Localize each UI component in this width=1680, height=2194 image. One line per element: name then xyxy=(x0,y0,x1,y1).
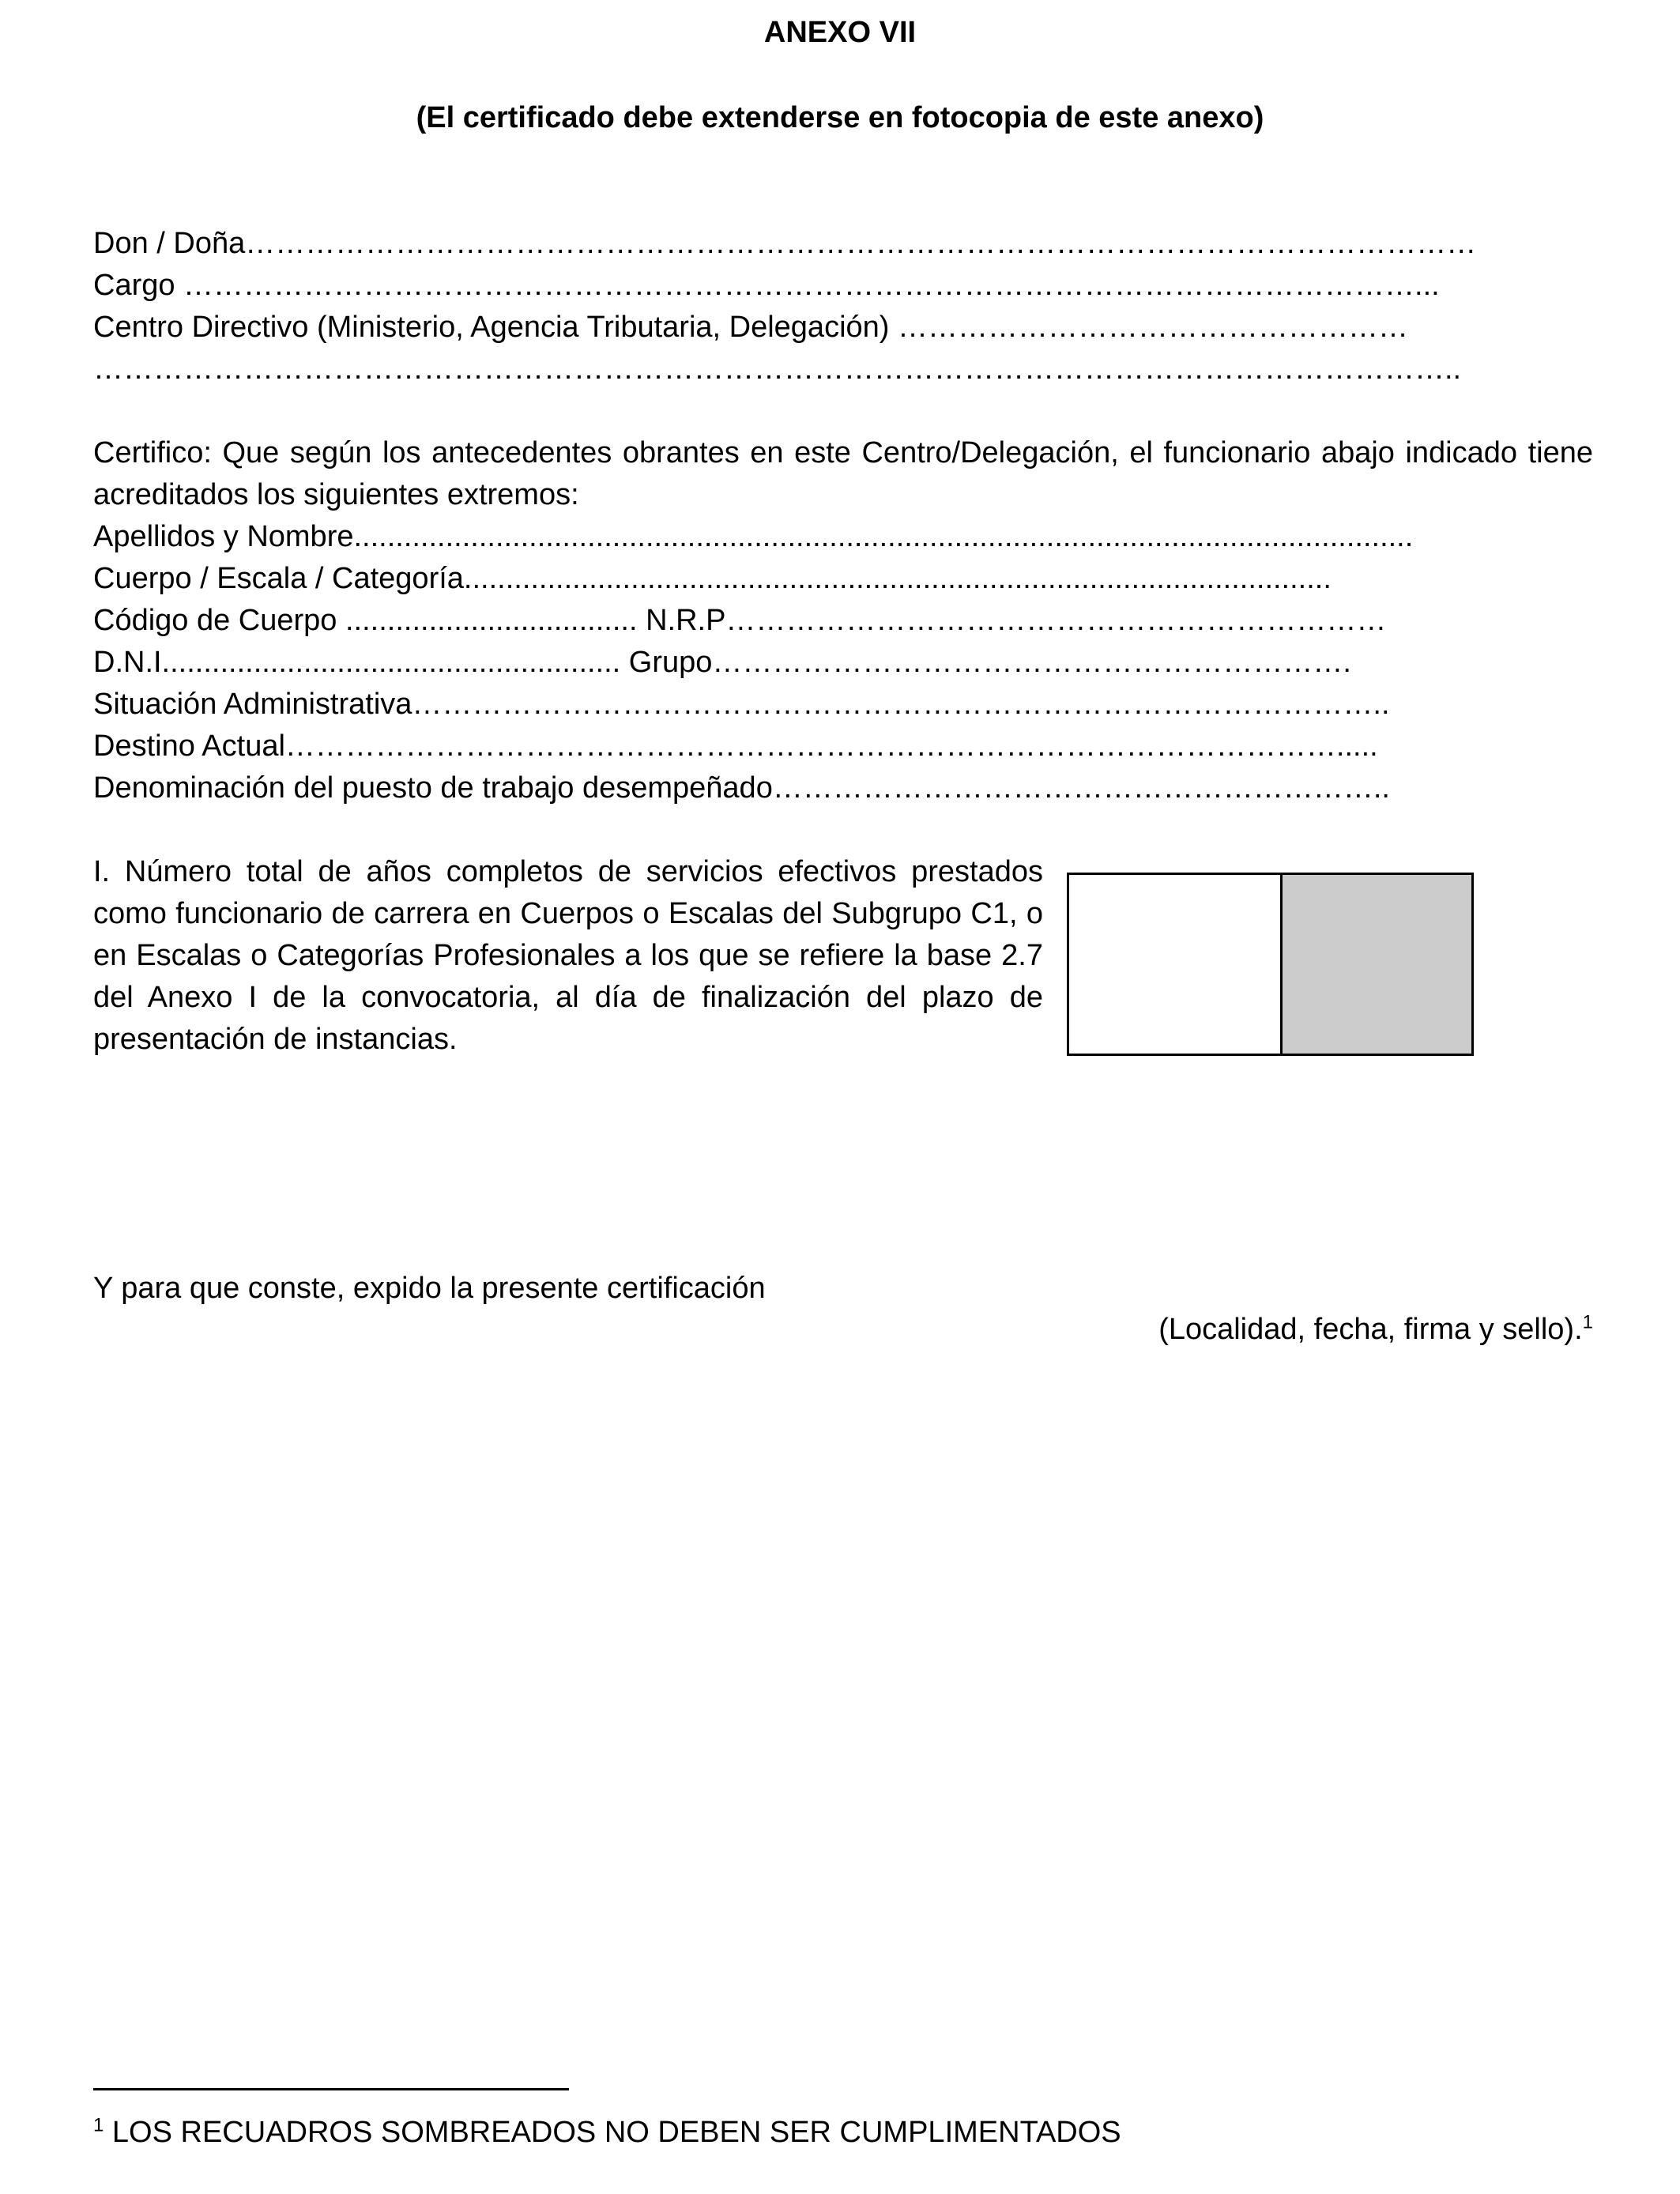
field-codigo-cuerpo-nrp[interactable]: Código de Cuerpo ................................... N.R.P………………………………………………………… xyxy=(93,604,1387,637)
section-i-text: I. Número total de años completos de servicios efectivos prestados como funcionario de carrera en Cuerpos o Escalas del Subgrupo C1, o en Escalas o Categorías Profesionales a los que se refiere la base 2.7 del Anexo I de la convocatoria, al día de finalización del plazo de presentación de instancias. xyxy=(93,855,1043,1056)
field-don-dona[interactable]: Don / Doña…………………………………………………………………………………………………………… xyxy=(93,227,1477,260)
field-cargo[interactable]: Cargo ……………………………………………………………………………………………………………... xyxy=(93,269,1440,302)
years-input-box[interactable] xyxy=(1067,873,1283,1056)
field-apellidos-nombre[interactable]: Apellidos y Nombre............................................................................................................................... xyxy=(93,520,1414,553)
field-cuerpo-escala-categoria[interactable]: Cuerpo / Escala / Categoría........................................................................................................ xyxy=(93,562,1332,595)
field-situacion-administrativa[interactable]: Situación Administrativa…………………………………………………………………………………….. xyxy=(93,688,1390,721)
field-continuation-dots[interactable]: ……………………………………………………………………………………………………………………….. xyxy=(93,352,1462,386)
field-destino-actual[interactable]: Destino Actual……………………………………………………………………………………………..... xyxy=(93,729,1378,763)
field-centro-directivo[interactable]: Centro Directivo (Ministerio, Agencia Tributaria, Delegación) …………………………………………… xyxy=(93,311,1408,344)
closing-statement: Y para que conste, expido la presente certificación xyxy=(93,1272,766,1305)
certifico-intro: Certifico: Que según los antecedentes obrantes en este Centro/Delegación, el funcionario abajo indicado tiene acreditados los siguientes extremos: xyxy=(93,436,1593,511)
field-dni-grupo[interactable]: D.N.I....................................................... Grupo………………………………………………………. xyxy=(93,646,1351,679)
footnote-divider xyxy=(93,2088,569,2090)
signature-label: (Localidad, fecha, firma y sello). xyxy=(1158,1313,1583,1346)
shaded-box xyxy=(1280,873,1474,1056)
footnote xyxy=(93,2112,1121,2153)
annex-subtitle: (El certificado debe extenderse en fotocopia de este anexo) xyxy=(416,101,1264,134)
footnote-text: LOS RECUADROS SOMBREADOS NO DEBEN SER CUMPLIMENTADOS xyxy=(111,2116,1121,2149)
field-denominacion-puesto[interactable]: Denominación del puesto de trabajo desempeñado…………………………………………………….. xyxy=(93,771,1390,805)
footnote-number: 1 xyxy=(93,2114,104,2136)
footnote-reference: 1 xyxy=(1582,1311,1593,1333)
signature-place-date xyxy=(1158,1309,1593,1350)
annex-title: ANEXO VII xyxy=(763,16,917,49)
